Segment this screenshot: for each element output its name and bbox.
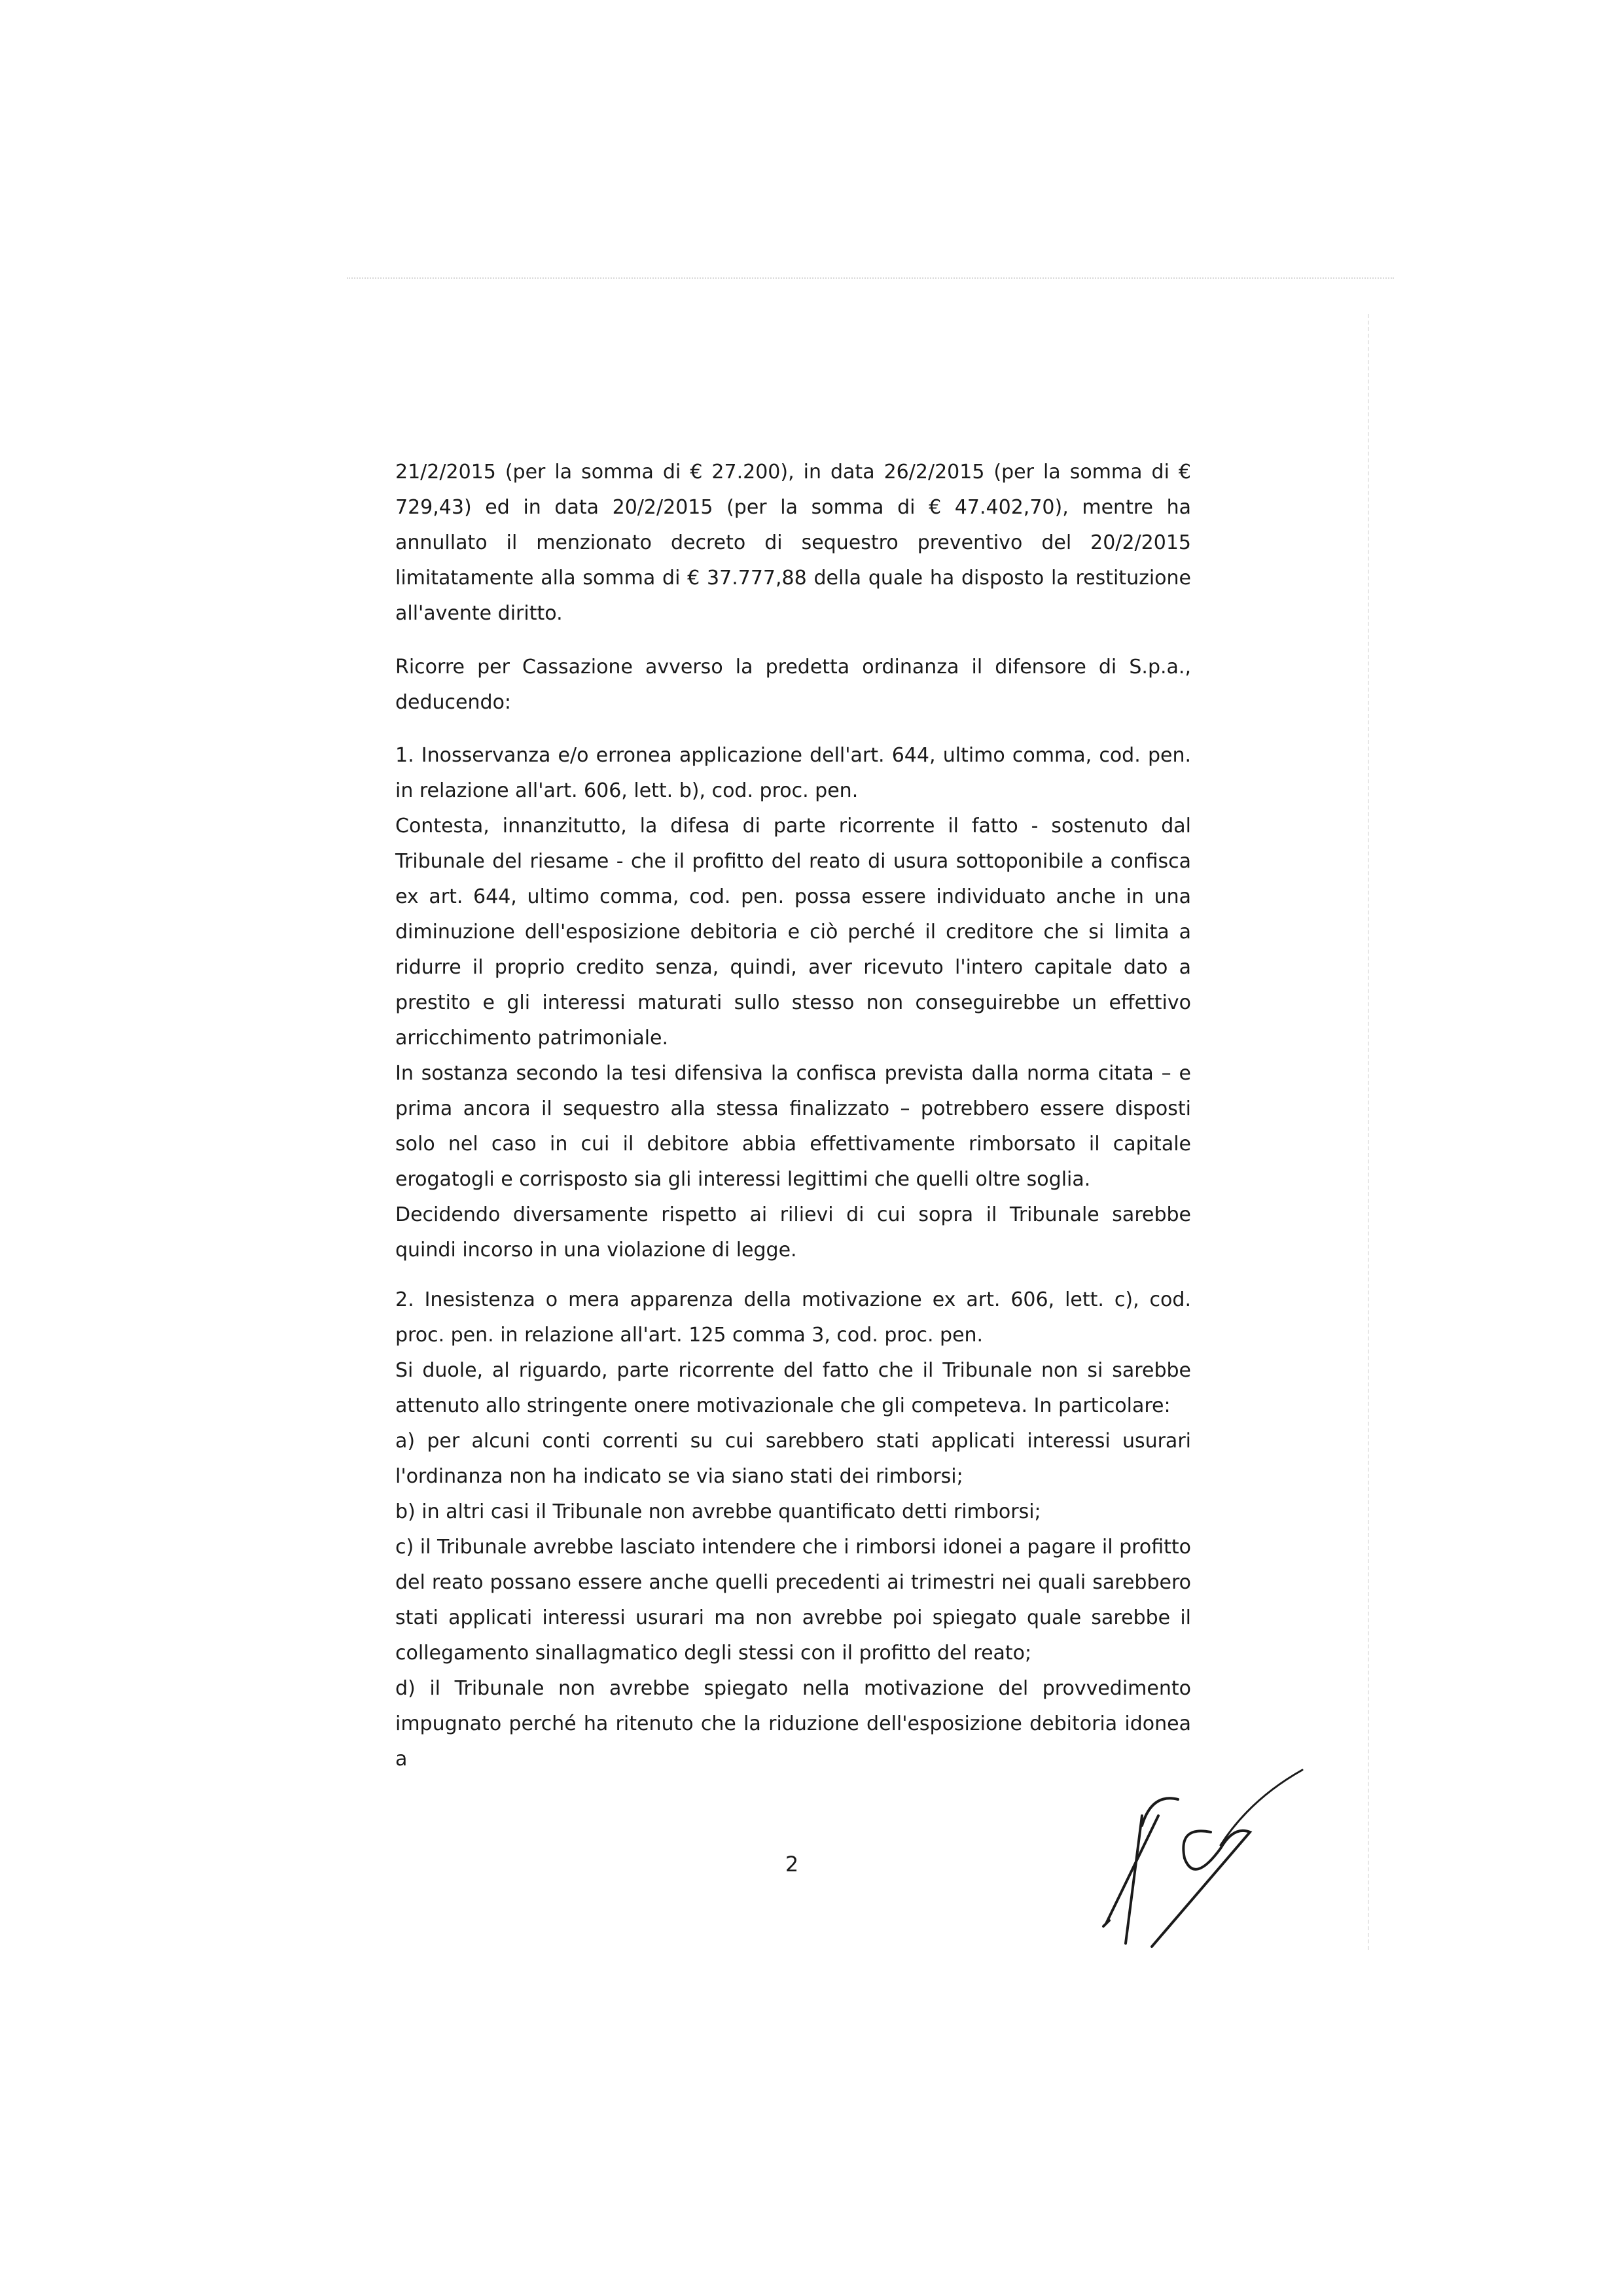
- intro-paragraph: 21/2/2015 (per la somma di € 27.200), in data 26/2/2015 (per la somma di € 729,43) ed in data 20/2/2015 (per la somma di € 47.402,70), mentre ha annullato il menzionato decreto di sequestro preventivo del 20/2/2015 limitatamente alla somma di € 37.777,88 della quale ha disposto la restituzione all'avente diritto.: [395, 461, 1191, 625]
- motivo-2-heading: 2. Inesistenza o mera apparenza della motivazione ex art. 606, lett. c), cod. proc. pen. in relazione all'art. 125 comma 3, cod. proc. pen.: [395, 1288, 1191, 1347]
- motivo-2-item-a: a) per alcuni conti correnti su cui sarebbero stati applicati interessi usurari l'ordinanza non ha indicato se via siano stati dei rimborsi;: [395, 1430, 1191, 1488]
- motivo-1-paragraph: Decidendo diversamente rispetto ai rilievi di cui sopra il Tribunale sarebbe quindi incorso in una violazione di legge.: [395, 1203, 1191, 1262]
- motivo-2-item-d: d) il Tribunale non avrebbe spiegato nella motivazione del provvedimento impugnato perché ha ritenuto che la riduzione dell'esposizione debitoria idonea a: [395, 1677, 1191, 1771]
- motivo-1-block: [395, 738, 1191, 1268]
- motivo-2-item-b: b) in altri casi il Tribunale non avrebbe quantificato detti rimborsi;: [395, 1500, 1041, 1523]
- scan-margin-marks: [1368, 314, 1372, 1950]
- motivo-2-item-c: c) il Tribunale avrebbe lasciato intendere che i rimborsi idonei a pagare il profitto del reato possano essere anche quelli precedenti ai trimestri nei quali sarebbero stati applicati interessi usurari ma non avrebbe poi spiegato quale sarebbe il collegamento sinallagmatico degli stessi con il profitto del reato;: [395, 1536, 1191, 1665]
- motivo-1-paragraph: In sostanza secondo la tesi difensiva la confisca prevista dalla norma citata – e prima ancora il sequestro alla stessa finalizzato – potrebbero essere disposti solo nel caso in cui il debitore abbia effettivamente rimborsato il capitale erogatogli e corrisposto sia gli interessi legittimi che quelli oltre soglia.: [395, 1062, 1191, 1191]
- ricorso-block: [395, 650, 1191, 720]
- handwritten-signature: [1080, 1754, 1315, 1950]
- motivo-1-heading: 1. Inosservanza e/o erronea applicazione dell'art. 644, ultimo comma, cod. pen. in relazione all'art. 606, lett. b), cod. proc. pen.: [395, 744, 1191, 802]
- ricorso-paragraph: Ricorre per Cassazione avverso la predetta ordinanza il difensore di S.p.a., deducendo:: [395, 656, 1191, 714]
- motivo-2-paragraph: Si duole, al riguardo, parte ricorrente del fatto che il Tribunale non si sarebbe attenuto allo stringente onere motivazionale che gli competeva. In particolare:: [395, 1359, 1191, 1417]
- page-number: 2: [785, 1852, 799, 1877]
- motivo-1-paragraph: Contesta, innanzitutto, la difesa di parte ricorrente il fatto - sostenuto dal Tribunale del riesame - che il profitto del reato di usura sottoponibile a confisca ex art. 644, ultimo comma, cod. pen. possa essere individuato anche in una diminuzione dell'esposizione debitoria e ciò perché il creditore che si limita a ridurre il proprio credito senza, quindi, aver ricevuto l'intero capitale dato a prestito e gli interessi maturati sullo stesso non conseguirebbe un effettivo arricchimento patrimoniale.: [395, 815, 1191, 1050]
- intro-paragraph-block: [395, 455, 1191, 631]
- scan-artifact-line: [347, 277, 1394, 279]
- motivo-2-block: [395, 1282, 1191, 1777]
